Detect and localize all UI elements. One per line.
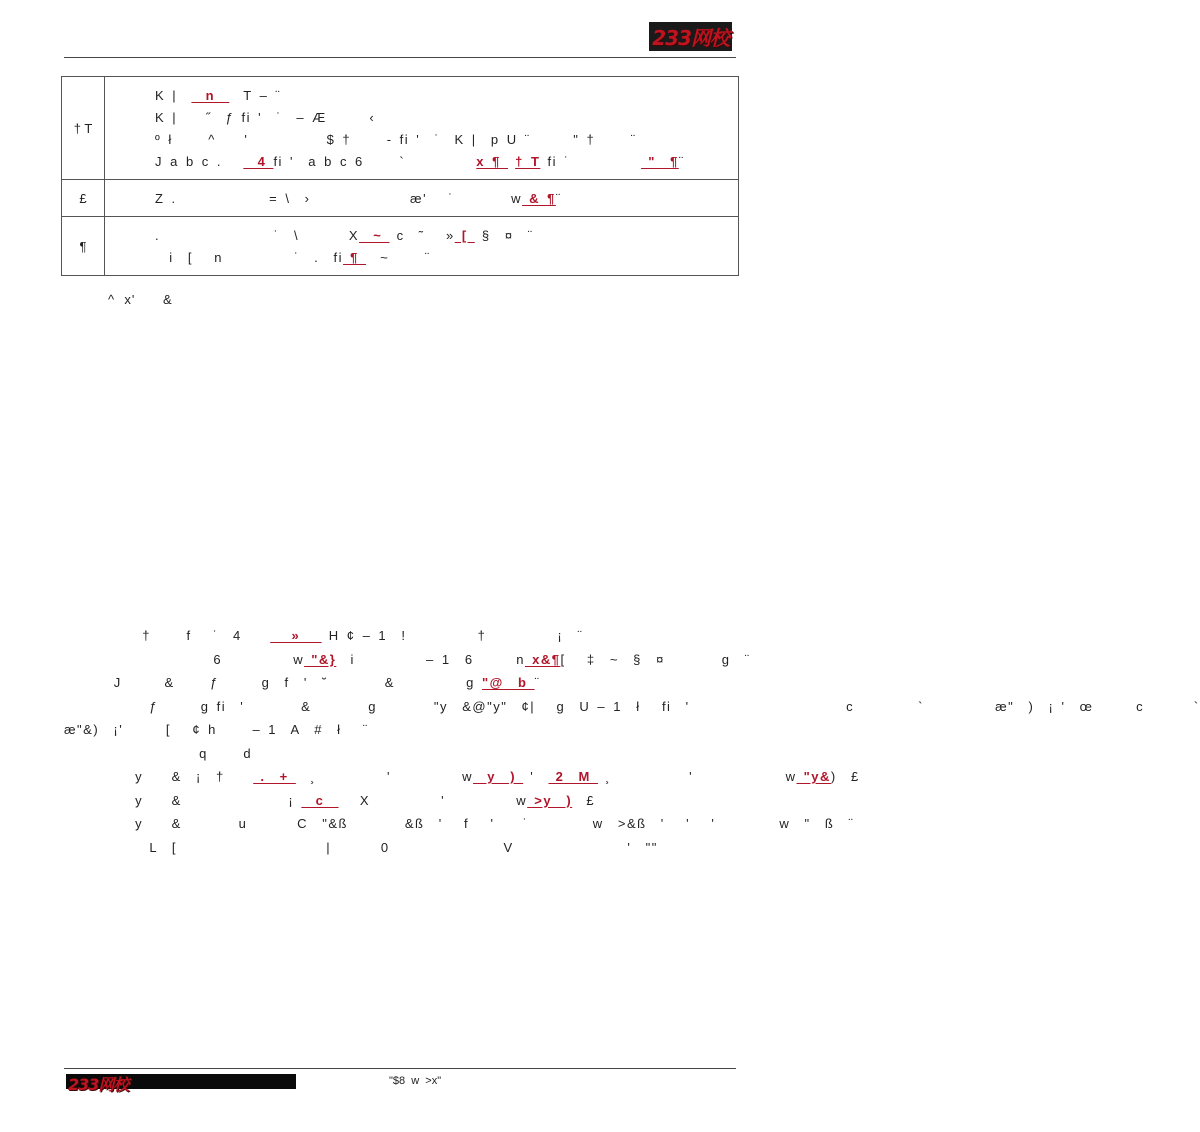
text-run: K | (155, 88, 192, 103)
underlined-answer: 4 (243, 154, 274, 169)
underlined-answer: " ¶ (641, 154, 679, 169)
underlined-answer: 2 M (548, 769, 598, 784)
text-run: J a b c . (155, 154, 244, 169)
text-run: c ˜ » (389, 228, 455, 243)
underlined-answer: ~ (359, 228, 390, 243)
text-run: Z . = \ › æ' ˙ w (155, 191, 523, 206)
text-line (155, 107, 726, 129)
brand-logo-header: 233网校 (649, 22, 732, 51)
underlined-answer: † T (515, 154, 541, 169)
underlined-answer: "&} (304, 651, 337, 667)
table-row (62, 180, 739, 217)
text-line (155, 85, 726, 107)
body-text (64, 624, 1200, 859)
underlined-answer: » (270, 628, 322, 643)
text-line (155, 225, 726, 247)
text-line (64, 671, 744, 695)
footer-text: "$8 w >x" (389, 1075, 442, 1087)
text-run: T – ¨ (229, 88, 282, 103)
text-run: [ ‡ ~ § ¤ g ¨ (560, 651, 751, 667)
text-run: ¨ (555, 191, 562, 206)
text-line (64, 836, 744, 860)
text-run: ƒ g fi ' & g "y &@"y" ¢| g U – 1 ł fi ' c ` æ" ) ¡ ' œ c ` (64, 698, 1200, 714)
text-line (155, 188, 726, 210)
underlined-answer: [ (454, 228, 475, 243)
table-row (62, 77, 739, 180)
text-run: y & u C "&ß &ß ' f ' ˙ w >&ß ' ' ' w " ß ¨ (64, 816, 855, 831)
text-line (64, 718, 744, 742)
text-run: i – 1 6 n (336, 651, 525, 667)
text-run: J & ƒ g f ' ˘ & g (64, 675, 482, 690)
underlined-answer: >y ) (527, 792, 573, 808)
text-line (64, 695, 1200, 719)
text-run: º ł ^ ' $ † - fi ' ˙ K | p U ¨ " † ¨ (155, 132, 637, 147)
text-run: § ¤ ¨ (474, 228, 534, 243)
text-run: ¸ ' w (295, 769, 474, 784)
table-note: ^ x' & (108, 292, 173, 307)
text-line (155, 129, 726, 151)
row-key: £ (62, 180, 105, 217)
text-run: i [ n ˙ . fi (155, 250, 344, 265)
row-key: ¶ (62, 217, 105, 276)
text-run: L [ | 0 V ' "" (64, 839, 658, 855)
text-line (64, 742, 744, 766)
underlined-answer: "@ b (481, 675, 535, 690)
row-content (105, 180, 739, 217)
underlined-answer: "y& (796, 769, 831, 784)
text-run: † f ˙ 4 (64, 628, 271, 643)
text-run: K | ˝ ƒ fi ' ˙ – Æ ‹ (155, 110, 376, 125)
table-row (62, 217, 739, 276)
row-key: † T (62, 77, 105, 180)
underlined-answer: y ) (473, 769, 524, 784)
text-line (64, 624, 744, 648)
underlined-answer: x ¶ (476, 154, 508, 169)
text-run: ¸ ' w (598, 769, 797, 784)
text-run: . ˙ \ X (155, 228, 360, 243)
text-run: ' (523, 769, 549, 784)
text-line (155, 247, 726, 269)
text-line (155, 151, 726, 173)
underlined-answer: . + (253, 769, 296, 784)
footer-rule (64, 1068, 736, 1069)
row-content (105, 217, 739, 276)
underlined-answer: x&¶ (524, 651, 561, 667)
text-run: ) £ (830, 769, 860, 784)
text-run: fi ' a b c 6 ` (273, 154, 477, 169)
brand-logo-footer: 233网校 (68, 1075, 129, 1094)
text-run: y & ¡ (64, 792, 302, 808)
text-run: q d (64, 745, 253, 761)
header-rule (64, 57, 736, 58)
row-content (105, 77, 739, 180)
text-run: 6 w (64, 651, 305, 667)
text-line (64, 812, 855, 836)
text-run: fi ˙ (540, 154, 642, 169)
underlined-answer: ¶ (343, 250, 366, 265)
text-run: æ"&) ¡' [ ¢ h – 1 A # ł ¨ (64, 722, 369, 737)
text-run: H ¢ – 1 ! † ¡ ¨ (321, 628, 584, 643)
underlined-answer: n (191, 88, 230, 103)
text-run: ¨ (534, 675, 541, 690)
text-run: y & ¡ † (64, 769, 254, 784)
text-line (64, 789, 744, 813)
text-line (64, 765, 860, 789)
text-run: ¨ (678, 154, 685, 169)
underlined-answer: & ¶ (522, 191, 556, 206)
underlined-answer: c (301, 792, 339, 808)
summary-table (61, 76, 739, 276)
text-run: ~ ¨ (366, 250, 431, 265)
text-line (64, 648, 751, 672)
text-run: X ' w (338, 792, 528, 808)
text-run: £ (572, 792, 596, 808)
